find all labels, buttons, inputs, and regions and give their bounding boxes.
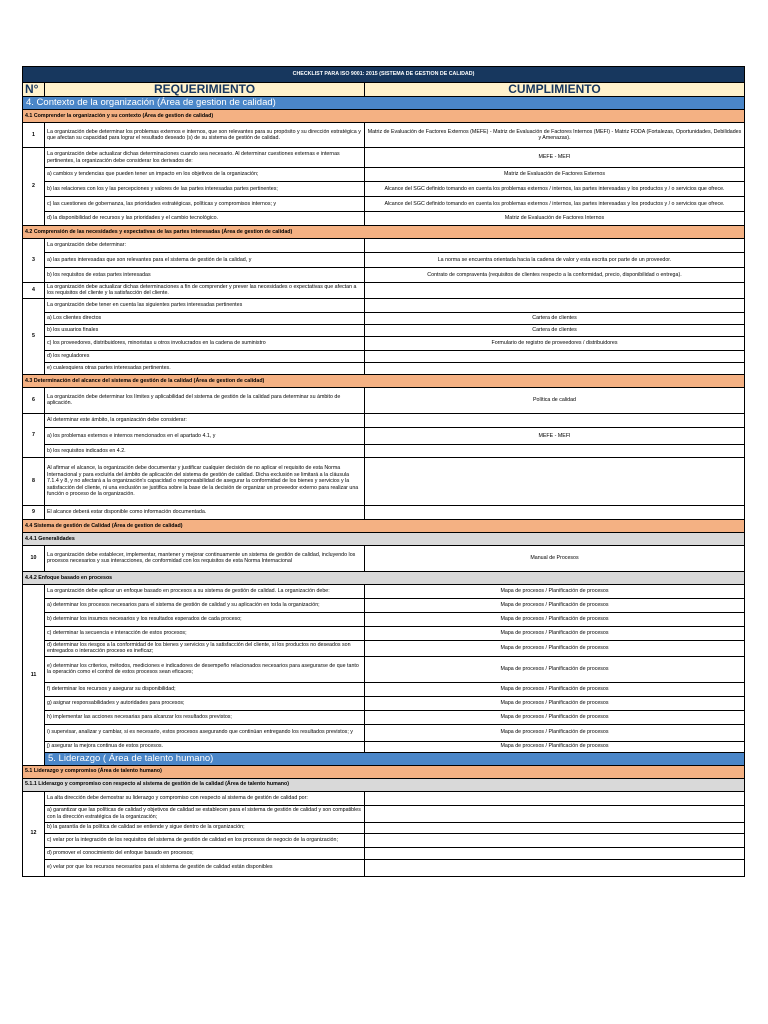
table-row	[23, 724, 745, 741]
requirement-cell: El alcance deberá estar disponible como información documentada.	[45, 505, 365, 519]
compliance-cell[interactable]	[365, 444, 745, 457]
table-row	[23, 427, 745, 444]
compliance-cell[interactable]: Mapa de procesos / Planificación de procesos	[365, 741, 745, 752]
subsection-row	[23, 571, 745, 584]
item-number: 8	[23, 457, 45, 505]
subsection-title: 5.1.1 Liderazgo y compromiso con respecto al sistema de gestión de la calidad (Área de talento humano)	[23, 778, 745, 791]
item-number: 12	[23, 791, 45, 876]
table-row	[23, 505, 745, 519]
compliance-cell[interactable]: Formulario de registro de proveedores / distribuidores	[365, 336, 745, 350]
compliance-cell[interactable]: Matriz de Evaluación de Factores Externos	[365, 168, 745, 182]
requirement-cell: a) los problemas externos e internos mencionados en el apartado 4.1, y	[45, 427, 365, 444]
compliance-cell[interactable]: Matriz de Evaluación de Factores Internos	[365, 212, 745, 226]
compliance-cell[interactable]: Política de calidad	[365, 387, 745, 413]
table-row	[23, 584, 745, 598]
table-row	[23, 457, 745, 505]
requirement-cell: La organización debe tener en cuenta las siguientes partes interesadas pertinentes	[45, 298, 365, 312]
compliance-cell[interactable]	[365, 298, 745, 312]
item-number: 10	[23, 545, 45, 571]
item-number: 6	[23, 387, 45, 413]
compliance-cell[interactable]	[365, 350, 745, 362]
requirement-cell: h) implementar las acciones necesarias para alcanzar los resultados previstos;	[45, 710, 365, 724]
table-row	[23, 239, 745, 253]
header-number: N°	[23, 83, 45, 97]
requirement-cell: f) determinar los recursos y asegurar su disponibilidad;	[45, 682, 365, 696]
compliance-cell[interactable]: MEFE - MEFI	[365, 427, 745, 444]
section-row	[23, 752, 745, 765]
requirement-cell: e) cualesquiera otras partes interesadas pertinentes.	[45, 362, 365, 374]
requirement-cell: b) las relaciones con los y las percepciones y valores de las partes interesadas partes pertinentes;	[45, 182, 365, 197]
requirement-cell: j) asegurar la mejora continua de estos procesos.	[45, 741, 365, 752]
requirement-cell: g) asignar responsabilidades y autoridades para procesos;	[45, 696, 365, 710]
table-row	[23, 148, 745, 168]
table-row	[23, 212, 745, 226]
item-number: 9	[23, 505, 45, 519]
item-number: 5	[23, 298, 45, 374]
compliance-cell[interactable]: Mapa de procesos / Planificación de procesos	[365, 598, 745, 612]
table-row	[23, 822, 745, 833]
sheet-title: CHECKLIST PARA ISO 9001: 2015 (SISTEMA DE GESTION DE CALIDAD)	[23, 67, 745, 83]
table-row	[23, 324, 745, 336]
table-row	[23, 413, 745, 427]
compliance-cell[interactable]: Cartera de clientes	[365, 324, 745, 336]
subsection-row	[23, 374, 745, 387]
subsection-title: 4.3 Determinación del alcance del sistema de gestión de la calidad (Área de gestion de calidad)	[23, 374, 745, 387]
compliance-cell[interactable]: Manual de Procesos	[365, 545, 745, 571]
compliance-cell[interactable]	[365, 859, 745, 876]
requirement-cell: b) los requisitos de estas partes interesadas	[45, 268, 365, 283]
table-row	[23, 123, 745, 148]
table-row	[23, 268, 745, 283]
table-row	[23, 847, 745, 859]
compliance-cell[interactable]: Alcance del SGC definido tomando en cuenta los problemas externos / internos, las partes interesadas y los productos y / o servicios que ofrece.	[365, 182, 745, 197]
subsection-title: 4.2 Comprensión de las necesidades y expectativas de las partes interesadas (Área de gestion de calidad)	[23, 226, 745, 239]
requirement-cell: a) cambios y tendencias que pueden tener un impacto en los objetivos de la organización;	[45, 168, 365, 182]
section-row	[23, 97, 745, 110]
subsection-title: 4.4 Sistema de gestión de Calidad (Área de gestion de calidad)	[23, 519, 745, 532]
compliance-cell[interactable]	[365, 833, 745, 847]
table-row	[23, 640, 745, 656]
subsection-row	[23, 226, 745, 239]
requirement-cell: La alta dirección debe demostrar su liderazgo y compromiso con respecto al sistema de gestión de calidad por:	[45, 791, 365, 805]
requirement-cell: a) determinar los procesos necesarios para el sistema de gestión de calidad y su aplicación en toda la organización;	[45, 598, 365, 612]
subsection-title: 4.4.1 Generalidades	[23, 532, 745, 545]
compliance-cell[interactable]: Mapa de procesos / Planificación de procesos	[365, 656, 745, 682]
item-number: 7	[23, 413, 45, 457]
compliance-cell[interactable]	[365, 283, 745, 299]
item-number: 1	[23, 123, 45, 148]
table-row	[23, 350, 745, 362]
table-row	[23, 741, 745, 752]
requirement-cell: Al afirmar el alcance, la organización debe documentar y justificar cualquier decisión de no aplicar el requisito de esta Norma Internacional y para excluirla del ámbito de aplicación del sistema de gestión de calidad. Dicha exclusión se limitará a la cláusula 7.1.4 y 8, y no afectará a la organización's capacidad o responsabilidad de asegurar la conformidad de los bienes y servicios y la satisfacción del cliente, ni una exclusión se justifica sobre la base de la decisión de organizar un proveedor externo para realizar una función o proceso de la organización.	[45, 457, 365, 505]
compliance-cell[interactable]: Mapa de procesos / Planificación de procesos	[365, 640, 745, 656]
requirement-cell: d) promover el conocimiento del enfoque basado en procesos;	[45, 847, 365, 859]
item-number: 2	[23, 148, 45, 226]
requirement-cell: c) los proveedores, distribuidores, minoristas u otros involucrados en la cadena de suministro	[45, 336, 365, 350]
compliance-cell[interactable]	[365, 457, 745, 505]
compliance-cell[interactable]: MEFE - MEFI	[365, 148, 745, 168]
requirement-cell: a) garantizar que las políticas de calidad y objetivos de calidad se establecen para el sistema de gestión de calidad y son compatibles con la dirección estratégica de la organización;	[45, 805, 365, 822]
subsection-title: 5.1 Liderazgo y compromiso (Área de talento humano)	[23, 765, 745, 778]
table-row	[23, 612, 745, 626]
compliance-cell[interactable]: Contrato de compraventa (requisitos de clientes respecto a la conformidad, precio, disponibilidad o entrega).	[365, 268, 745, 283]
requirement-cell: e) velar por que los recursos necesarios para el sistema de gestión de calidad están disponibles	[45, 859, 365, 876]
section-title: 4. Contexto de la organización (Área de gestion de calidad)	[23, 97, 745, 110]
table-row	[23, 362, 745, 374]
table-row	[23, 696, 745, 710]
requirement-cell: c) velar por la integración de los requisitos del sistema de gestión de calidad en los procesos de negocio de la organización;	[45, 833, 365, 847]
compliance-cell[interactable]: Mapa de procesos / Planificación de procesos	[365, 724, 745, 741]
requirement-cell: La organización debe actualizar dichas determinaciones a fin de comprender y prever las necesidades o expectativas que afectan a los requisitos del cliente y la satisfacción del cliente.	[45, 283, 365, 299]
requirement-cell: a) las partes interesadas que son relevantes para el sistema de gestión de la calidad, y	[45, 253, 365, 268]
requirement-cell: d) los reguladores	[45, 350, 365, 362]
requirement-cell: a) Los clientes directos	[45, 312, 365, 324]
table-row	[23, 791, 745, 805]
table-row	[23, 859, 745, 876]
compliance-cell[interactable]: Mapa de procesos / Planificación de procesos	[365, 696, 745, 710]
compliance-cell[interactable]: Mapa de procesos / Planificación de procesos	[365, 584, 745, 598]
requirement-cell: b) determinar los insumos necesarios y los resultados esperados de cada proceso;	[45, 612, 365, 626]
checklist-table	[22, 66, 745, 877]
item-number: 3	[23, 239, 45, 283]
table-row	[23, 545, 745, 571]
item-number: 11	[23, 584, 45, 765]
table-row	[23, 298, 745, 312]
compliance-cell[interactable]	[365, 505, 745, 519]
table-row	[23, 182, 745, 197]
header-compliance: CUMPLIMIENTO	[365, 83, 745, 97]
compliance-cell[interactable]: Mapa de procesos / Planificación de procesos	[365, 626, 745, 640]
table-row	[23, 387, 745, 413]
requirement-cell: d) la disponibilidad de recursos y las prioridades y el cambio tecnológico.	[45, 212, 365, 226]
checklist-sheet	[22, 66, 744, 877]
requirement-cell: La organización debe determinar los problemas externos e internos, que son relevantes para su propósito y su dirección estratégica y que afectan su capacidad para lograr el resultado deseado (s) de su sistema de gestión de calidad.	[45, 123, 365, 148]
requirement-cell: La organización debe establecer, implementar, mantener y mejorar continuamente un sistema de gestión de calidad, incluyendo los procesos necesarios y sus interacciones, de conformidad con los requisitos de esta Norma Internacional	[45, 545, 365, 571]
table-row	[23, 598, 745, 612]
compliance-cell[interactable]	[365, 413, 745, 427]
requirement-cell: c) las cuestiones de gobernanza, las prioridades estratégicas, políticas y compromisos internos; y	[45, 197, 365, 212]
compliance-cell[interactable]: Mapa de procesos / Planificación de procesos	[365, 710, 745, 724]
requirement-cell: b) los requisitos indicados en 4.2.	[45, 444, 365, 457]
compliance-cell[interactable]	[365, 822, 745, 833]
compliance-cell[interactable]	[365, 847, 745, 859]
compliance-cell[interactable]	[365, 239, 745, 253]
subsection-row	[23, 519, 745, 532]
table-row	[23, 253, 745, 268]
requirement-cell: La organización debe aplicar un enfoque basado en procesos a su sistema de gestión de calidad. La organización debe:	[45, 584, 365, 598]
compliance-cell[interactable]: Cartera de clientes	[365, 312, 745, 324]
compliance-cell[interactable]	[365, 805, 745, 822]
compliance-cell[interactable]: Mapa de procesos / Planificación de procesos	[365, 612, 745, 626]
requirement-cell: Al determinar este ámbito, la organización debe considerar:	[45, 413, 365, 427]
requirement-cell: c) determinar la secuencia e interacción de estos procesos;	[45, 626, 365, 640]
compliance-cell[interactable]: Mapa de procesos / Planificación de procesos	[365, 682, 745, 696]
subsection-title: 4.4.2 Enfoque basado en procesos	[23, 571, 745, 584]
requirement-cell: b) los usuarios finales	[45, 324, 365, 336]
item-number: 4	[23, 283, 45, 299]
requirement-cell: i) supervisar, analizar y cambiar, si es necesario, estos procesos asegurando que continúan entregando los resultados previstos; y	[45, 724, 365, 741]
table-row	[23, 283, 745, 299]
requirement-cell: d) determinar los riesgos a la conformidad de los bienes y servicios y la satisfacción del cliente, si los productos no deseados son entregados o interacción proceso es ineficaz;	[45, 640, 365, 656]
compliance-cell[interactable]	[365, 791, 745, 805]
compliance-cell[interactable]	[365, 362, 745, 374]
table-row	[23, 336, 745, 350]
table-row	[23, 444, 745, 457]
requirement-cell: La organización debe actualizar dichas determinaciones cuando sea necesario. Al determinar cuestiones externas e internas pertinentes, la organización debe considerar los derivados de:	[45, 148, 365, 168]
compliance-cell[interactable]: Alcance del SGC definido tomando en cuenta los problemas externos / internos, las partes interesadas y los productos y / o servicios que ofrece.	[365, 197, 745, 212]
table-row	[23, 710, 745, 724]
section-title: 5. Liderazgo ( Área de talento humano)	[45, 752, 745, 765]
table-row	[23, 833, 745, 847]
requirement-cell: b) la garantía de la política de calidad se entiende y sigue dentro de la organización;	[45, 822, 365, 833]
table-row	[23, 197, 745, 212]
table-row	[23, 626, 745, 640]
compliance-cell[interactable]: Matriz de Evaluación de Factores Externos (MEFE) - Matriz de Evaluación de Factores Internos (MEFI) - Matriz FODA (Fortalezas, Oportunidades, Debilidades y Amenazas).	[365, 123, 745, 148]
requirement-cell: e) determinar los criterios, métodos, mediciones e indicadores de desempeño relacionados necesarios para asegurarse de que tanto la operación como el control de estos procesos sean eficaces;	[45, 656, 365, 682]
requirement-cell: La organización debe determinar los límites y aplicabilidad del sistema de gestión de la calidad para determinar su ámbito de aplicación.	[45, 387, 365, 413]
table-row	[23, 168, 745, 182]
table-row	[23, 656, 745, 682]
subsection-row	[23, 765, 745, 778]
subsection-row	[23, 778, 745, 791]
subsection-row	[23, 110, 745, 123]
table-row	[23, 805, 745, 822]
table-row	[23, 682, 745, 696]
table-row	[23, 312, 745, 324]
compliance-cell[interactable]: La norma se encuentra orientada hacia la cadena de valor y esta escrita por parte de un proveedor.	[365, 253, 745, 268]
subsection-title: 4.1 Comprender la organización y su contexto (Área de gestion de calidad)	[23, 110, 745, 123]
subsection-row	[23, 532, 745, 545]
requirement-cell: La organización debe determinar:	[45, 239, 365, 253]
header-requirement: REQUERIMIENTO	[45, 83, 365, 97]
